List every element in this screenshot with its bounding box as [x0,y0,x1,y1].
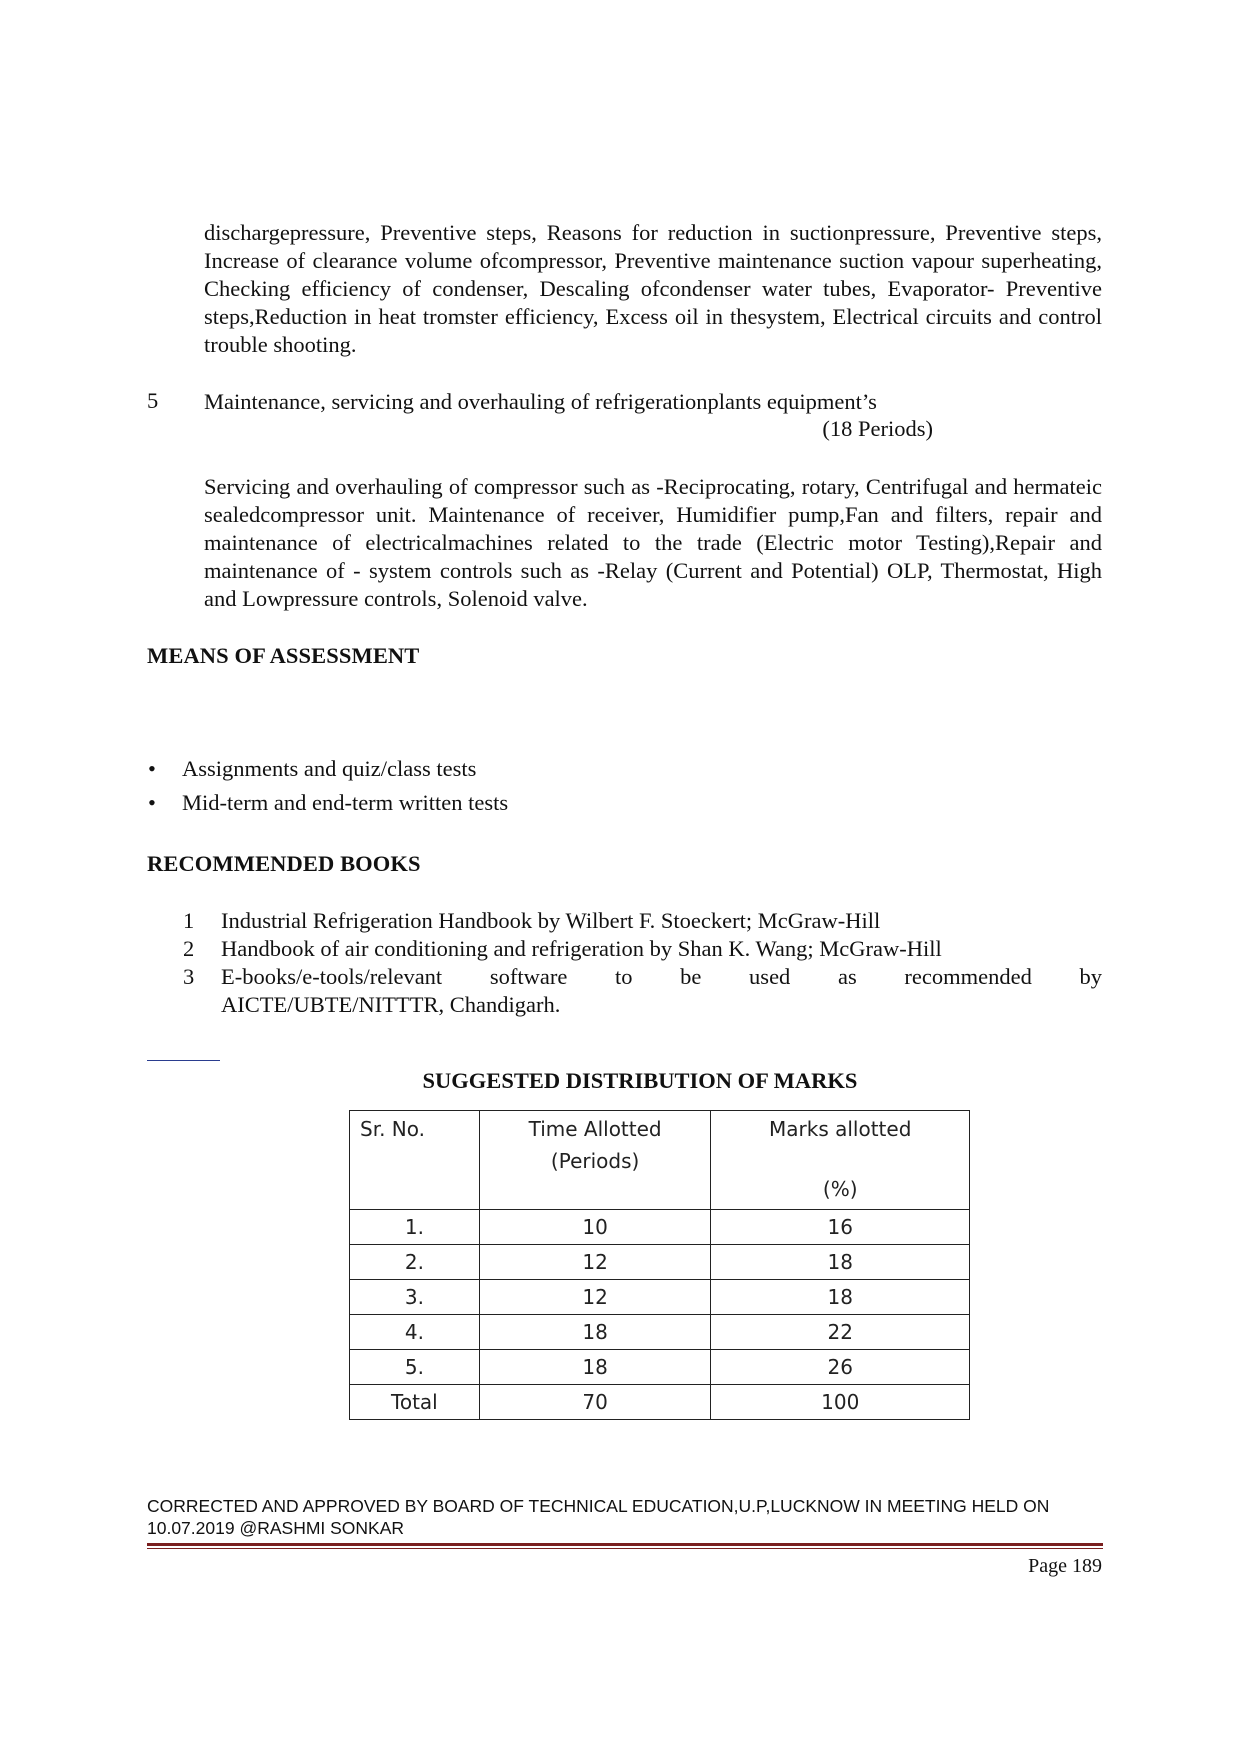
marks-table [349,1110,970,1420]
cell-time: 10 [479,1210,711,1245]
unit-periods: (18 Periods) [822,416,933,441]
header-marks-line1: Marks allotted [769,1117,912,1141]
assessment-item-1: Assignments and quiz/class tests [182,756,477,781]
book-number: 3 [183,964,195,989]
cell-sr: 5. [350,1350,480,1385]
cell-time: 18 [479,1350,711,1385]
book-title-line2: AICTE/UBTE/NITTTR, Chandigarh. [221,992,561,1017]
cell-marks: 18 [711,1245,970,1280]
cell-sr: 1. [350,1210,480,1245]
table-row [350,1350,970,1385]
header-marks-line2: (%) [822,1177,858,1201]
cell-marks: 18 [711,1280,970,1315]
book-title-line1: E-books/e-tools/relevant software to be used as recommended by [221,964,1102,989]
list-item [148,786,848,820]
footer-note [147,1495,1107,1539]
list-item [183,963,1102,1019]
unit-title: Maintenance, servicing and overhauling of refrigerationplants equipment’s [204,389,877,414]
cell-marks: 100 [711,1385,970,1420]
list-item [183,935,1102,963]
cell-sr: 3. [350,1280,480,1315]
cell-marks: 16 [711,1210,970,1245]
cell-time: 12 [479,1245,711,1280]
header-time [479,1111,711,1210]
footer-line1: CORRECTED AND APPROVED BY BOARD OF TECHNICAL EDUCATION,U.P,LUCKNOW IN MEETING HELD ON [147,1496,1050,1516]
table-row [350,1210,970,1245]
page-number: Page 189 [1028,1555,1102,1577]
book-title: Industrial Refrigeration Handbook by Wilbert F. Stoeckert; McGraw-Hill [221,908,881,933]
header-sr-text: Sr. No. [360,1117,425,1141]
table-header-row [350,1111,970,1210]
footer-rule [147,1543,1103,1546]
book-title: Handbook of air conditioning and refrigeration by Shan K. Wang; McGraw-Hill [221,936,942,961]
cell-sr: 4. [350,1315,480,1350]
list-item [148,752,848,786]
unit-number: 5 [147,388,159,413]
cell-marks: 22 [711,1315,970,1350]
header-sr-no [350,1111,480,1210]
bullet-icon: • [148,790,156,815]
books-heading: RECOMMENDED BOOKS [147,851,421,876]
footer-line2: 10.07.2019 @RASHMI SONKAR [147,1518,405,1538]
cell-time: 18 [479,1315,711,1350]
cell-time: 70 [479,1385,711,1420]
assessment-item-2: Mid-term and end-term written tests [182,790,509,815]
assessment-list [148,752,848,820]
unit-body: Servicing and overhauling of compressor such as -Reciprocating, rotary, Centrifugal and hermateic sealedcompressor unit. Maintenance of receiver, Humidifier pump,Fan and filters, repair and maintenance of electricalmachines related to the trade (Electric motor Testing),Repair and maintenance of - system controls such as -Relay (Current and Potential) OLP, Thermostat, High and Lowpressure controls, Solenoid valve. [204,474,1102,611]
header-time-line2: (Periods) [550,1149,640,1173]
divider [147,1060,220,1061]
table-total-row [350,1385,970,1420]
list-item [183,907,1102,935]
footer-rule-thin [147,1548,1103,1549]
table-row [350,1315,970,1350]
table-row [350,1245,970,1280]
books-list [183,907,1102,1019]
header-marks [711,1111,970,1210]
cell-sr: 2. [350,1245,480,1280]
cell-sr: Total [350,1385,480,1420]
intro-paragraph: dischargepressure, Preventive steps, Reasons for reduction in suctionpressure, Preventive steps, Increase of clearance volume ofcompressor, Preventive maintenance suction vapour superheating, Checking efficiency of condenser, Descaling ofcondenser water tubes, Evaporator- Preventive steps,Reduction in heat tromster efficiency, Excess oil in thesystem, Electrical circuits and control trouble shooting. [204,220,1102,357]
book-number: 1 [183,908,195,933]
assessment-heading: MEANS OF ASSESSMENT [147,643,420,668]
cell-time: 12 [479,1280,711,1315]
cell-marks: 26 [711,1350,970,1385]
table-row [350,1280,970,1315]
table-title: SUGGESTED DISTRIBUTION OF MARKS [422,1068,858,1093]
book-number: 2 [183,936,195,961]
header-time-line1: Time Allotted [528,1117,662,1141]
bullet-icon: • [148,756,156,781]
